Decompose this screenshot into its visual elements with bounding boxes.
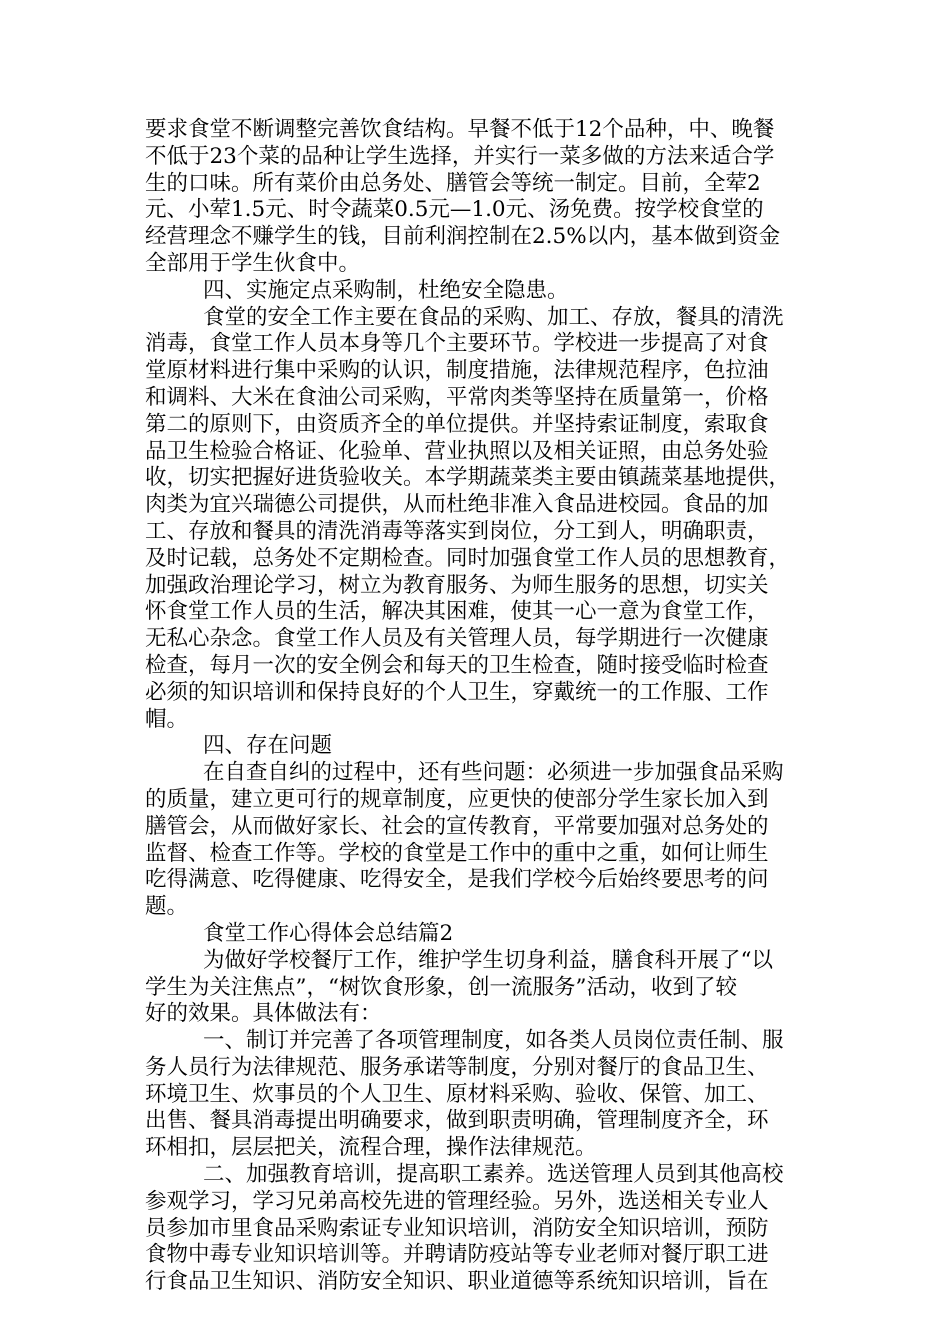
- text-line: 为做好学校餐厅工作，维护学生切身利益，膳食科开展了“以: [203, 947, 773, 973]
- text-line: 的质量，建立更可行的规章制度，应更快的使部分学生家长加入到: [145, 786, 769, 812]
- text-line: 不低于23个菜的品种让学生选择，并实行一菜多做的方法来适合学: [145, 143, 775, 169]
- text-line: 经营理念不赚学生的钱，目前利润控制在2.5%以内，基本做到资金: [145, 224, 781, 250]
- text-line: 好的效果。具体做法有：: [145, 1001, 382, 1027]
- text-line: 全部用于学生伙食中。: [145, 250, 361, 276]
- text-line: 一、制订并完善了各项管理制度，如各类人员岗位责任制、服: [203, 1028, 784, 1054]
- text-line: 工、存放和餐具的清洗消毒等落实到岗位，分工到人，明确职责，: [145, 518, 769, 544]
- text-line: 四、存在问题: [203, 733, 333, 759]
- text-line: 及时记载，总务处不定期检查。同时加强食堂工作人员的思想教育，: [145, 545, 791, 571]
- text-line: 第二的原则下，由资质齐全的单位提供。并坚持索证制度，索取食: [145, 411, 769, 437]
- document-body: [145, 117, 805, 1296]
- text-line: 品卫生检验合格证、化验单、营业执照以及相关证照，由总务处验: [145, 438, 769, 464]
- text-line: 食堂工作心得体会总结篇2: [203, 920, 454, 946]
- text-line: 食堂的安全工作主要在食品的采购、加工、存放，餐具的清洗: [203, 304, 784, 330]
- text-line: 员参加市里食品采购索证专业知识培训，消防安全知识培训，预防: [145, 1215, 769, 1241]
- text-line: 怀食堂工作人员的生活，解决其困难，使其一心一意为食堂工作，: [145, 599, 769, 625]
- text-line: 行食品卫生知识、消防安全知识、职业道德等系统知识培训，旨在: [145, 1269, 769, 1295]
- text-line: 出售、餐具消毒提出明确要求，做到职责明确，管理制度齐全，环: [145, 1108, 769, 1134]
- text-line: 在自查自纠的过程中，还有些问题：必须进一步加强食品采购: [203, 760, 784, 786]
- text-line: 环相扣，层层把关，流程合理，操作法律规范。: [145, 1135, 597, 1161]
- text-line: 学生为关注焦点”，“树饮食形象，创一流服务”活动，收到了较: [145, 974, 737, 1000]
- text-line: 收，切实把握好进货验收关。本学期蔬菜类主要由镇蔬菜基地提供，: [145, 465, 791, 491]
- text-line: 二、加强教育培训，提高职工素养。选送管理人员到其他高校: [203, 1162, 784, 1188]
- text-line: 必须的知识培训和保持良好的个人卫生，穿戴统一的工作服、工作: [145, 679, 769, 705]
- text-line: 吃得满意、吃得健康、吃得安全，是我们学校今后始终要思考的问: [145, 867, 769, 893]
- text-line: 消毒，食堂工作人员本身等几个主要环节。学校进一步提高了对食: [145, 331, 769, 357]
- text-line: 四、实施定点采购制，杜绝安全隐患。: [203, 277, 569, 303]
- text-line: 膳管会，从而做好家长、社会的宣传教育，平常要加强对总务处的: [145, 813, 769, 839]
- text-line: 监督、检查工作等。学校的食堂是工作中的重中之重，如何让师生: [145, 840, 769, 866]
- text-line: 要求食堂不断调整完善饮食结构。早餐不低于12个品种，中、晚餐: [145, 117, 775, 142]
- text-line: 生的口味。所有菜价由总务处、膳管会等统一制定。目前，全荤2: [145, 170, 761, 196]
- text-line: 加强政治理论学习，树立为教育服务、为师生服务的思想，切实关: [145, 572, 769, 598]
- text-line: 堂原材料进行集中采购的认识，制度措施，法律规范程序，色拉油: [145, 358, 769, 384]
- text-line: 题。: [145, 894, 189, 920]
- text-line: 务人员行为法律规范、服务承诺等制度，分别对餐厅的食品卫生、: [145, 1054, 769, 1080]
- text-line: 肉类为宜兴瑞德公司提供，从而杜绝非准入食品进校园。食品的加: [145, 492, 769, 518]
- text-line: 元、小荤1.5元、时令蔬菜0.5元—1.0元、汤免费。按学校食堂的: [145, 197, 764, 223]
- text-line: 参观学习，学习兄弟高校先进的管理经验。另外，选送相关专业人: [145, 1188, 769, 1214]
- text-line: 帽。: [145, 706, 189, 732]
- text-line: 食物中毒专业知识培训等。并聘请防疫站等专业老师对餐厅职工进: [145, 1242, 769, 1268]
- text-line: 和调料、大米在食油公司采购，平常肉类等坚持在质量第一，价格: [145, 384, 769, 410]
- text-line: 环境卫生、炊事员的个人卫生、原材料采购、验收、保管、加工、: [145, 1081, 769, 1107]
- text-line: 无私心杂念。食堂工作人员及有关管理人员，每学期进行一次健康: [145, 626, 769, 652]
- text-line: 检查，每月一次的安全例会和每天的卫生检查，随时接受临时检查: [145, 652, 769, 678]
